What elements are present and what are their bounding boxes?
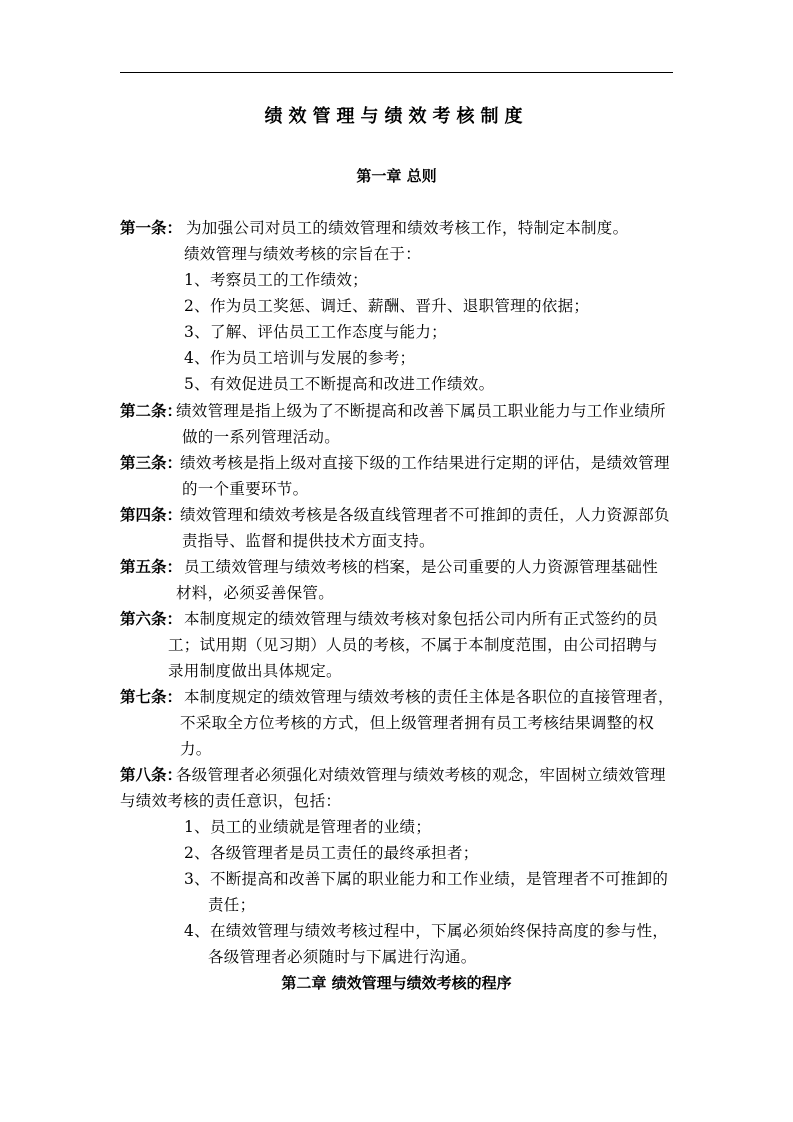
list-item: 1、员工的业绩就是管理者的业绩； [184, 818, 432, 836]
article-label: 第四条： [120, 505, 183, 524]
article-text-line: 绩效管理和绩效考核是各级直线管理者不可推卸的责任，人力资源部负 [180, 506, 670, 524]
list-item: 5、有效促进员工不断提高和改进工作绩效。 [184, 375, 495, 393]
list-item: 4、作为员工培训与发展的参考； [184, 349, 416, 367]
article-text-line: 工；试用期（见习期）人员的考核，不属于本制度范围，由公司招聘与 [168, 636, 658, 654]
article-text-line: 绩效考核是指上级对直接下级的工作结果进行定期的评估，是绩效管理 [180, 454, 670, 472]
article-text-line: 录用制度做出具体规定。 [168, 662, 342, 680]
article-label: 第六条： [120, 609, 183, 628]
article-text-line: 绩效管理与绩效考核的宗旨在于： [184, 245, 422, 263]
article-text-line: 各级管理者必须强化对绩效管理与绩效考核的观念，牢固树立绩效管理 [176, 766, 666, 784]
list-item: 2、作为员工奖惩、调迁、薪酬、晋升、退职管理的依据； [184, 297, 590, 315]
article-text-line: 材料，必须妥善保管。 [176, 584, 335, 602]
chapter-heading: 第一章 总则 [356, 167, 437, 185]
list-item: 3、了解、评估员工工作态度与能力； [184, 323, 447, 341]
article-text-line: 责指导、监督和提供技术方面支持。 [182, 532, 435, 550]
article-text-line: 员工绩效管理与绩效考核的档案，是公司重要的人力资源管理基础性 [184, 558, 659, 576]
list-item: 2、各级管理者是员工责任的最终承担者； [184, 844, 479, 862]
article-text-line: 力。 [180, 740, 212, 758]
list-item-continuation: 各级管理者必须随时与下属进行沟通。 [208, 948, 477, 966]
article-label: 第五条： [120, 557, 183, 576]
article-text-line: 与绩效考核的责任意识，包括： [120, 792, 342, 810]
article-label: 第八条： [120, 765, 183, 784]
article-text-line: 本制度规定的绩效管理与绩效考核对象包括公司内所有正式签约的员 [184, 610, 659, 628]
list-item-continuation: 责任； [208, 896, 256, 914]
article-text-line: 不采取全方位考核的方式，但上级管理者拥有员工考核结果调整的权 [180, 714, 655, 732]
article-text-line: 为加强公司对员工的绩效管理和绩效考核工作，特制定本制度。 [186, 219, 629, 237]
list-item: 1、考察员工的工作绩效； [184, 271, 368, 289]
article-text-line: 的一个重要环节。 [182, 480, 309, 498]
document-title: 绩效管理与绩效考核制度 [264, 106, 529, 127]
article-label: 第二条： [120, 401, 183, 420]
list-item: 3、不断提高和改善下属的职业能力和工作业绩，是管理者不可推卸的 [184, 870, 669, 888]
list-item: 4、在绩效管理与绩效考核过程中，下属必须始终保持高度的参与性， [184, 922, 669, 940]
article-text-line: 绩效管理是指上级为了不断提高和改善下属员工职业能力与工作业绩所 [176, 402, 666, 420]
header-rule [120, 72, 673, 73]
article-text-line: 做的一系列管理活动。 [182, 428, 341, 446]
article-label: 第七条： [120, 687, 183, 706]
chapter-heading: 第二章 绩效管理与绩效考核的程序 [281, 974, 512, 992]
article-label: 第三条： [120, 453, 183, 472]
article-text-line: 本制度规定的绩效管理与绩效考核的责任主体是各职位的直接管理者， [184, 688, 674, 706]
article-label: 第一条： [120, 218, 183, 237]
